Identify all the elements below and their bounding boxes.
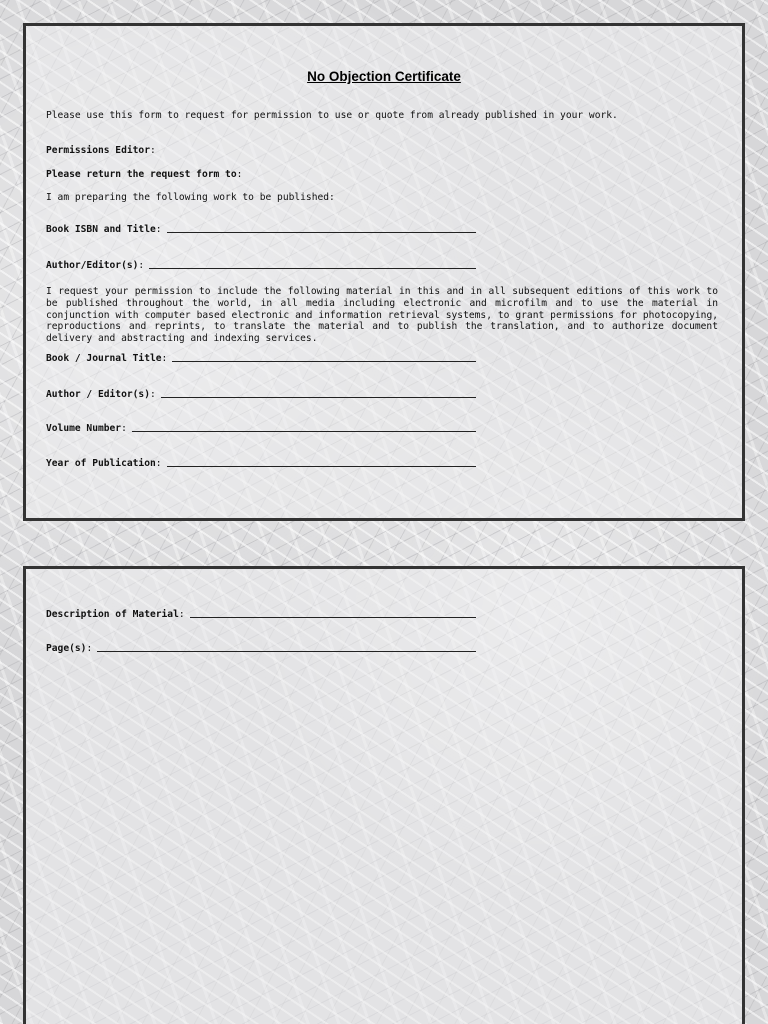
preparing-text: I am preparing the following work to be published: <box>46 192 335 203</box>
author-editor-label: Author/Editor(s) <box>46 260 139 271</box>
book-journal-title-label: Book / Journal Title <box>46 353 162 364</box>
colon: : <box>138 260 145 271</box>
author-editor-field[interactable] <box>46 260 476 271</box>
description-of-material-field[interactable] <box>46 609 476 620</box>
permissions-editor-line <box>46 145 156 156</box>
book-journal-title-field[interactable] <box>46 353 476 364</box>
colon: : <box>155 458 162 469</box>
colon: : <box>236 169 243 180</box>
description-of-material-label: Description of Material <box>46 609 179 620</box>
author-editors-input-line[interactable] <box>161 396 476 398</box>
colon: : <box>178 609 185 620</box>
book-isbn-title-label: Book ISBN and Title <box>46 224 156 235</box>
intro-text: Please use this form to request for permission to use or quote from already published in your work. <box>46 110 618 121</box>
colon: : <box>86 643 93 654</box>
return-to-label: Please return the request form to <box>46 169 237 180</box>
permission-request-paragraph: I request your permission to include the following material in this and in all subsequent editions of this work to be published throughout the world, in all media including electronic and microfilm and to use the material in conjunction with computer based electronic and information retrieval systems, to grant permissions for photocopying, reproductions and reprints, to translate the material and to publish the translation, and to authorize document delivery and abstracting and indexing services. <box>46 286 718 345</box>
author-editors-label: Author / Editor(s) <box>46 389 150 400</box>
pages-input-line[interactable] <box>97 650 476 652</box>
return-to-line <box>46 169 242 180</box>
book-isbn-title-field[interactable] <box>46 224 476 235</box>
year-of-publication-label: Year of Publication <box>46 458 156 469</box>
colon: : <box>161 353 168 364</box>
permissions-editor-label: Permissions Editor <box>46 145 150 156</box>
colon: : <box>155 224 162 235</box>
colon: : <box>121 423 127 434</box>
book-isbn-title-input-line[interactable] <box>167 231 476 233</box>
pages-label: Page(s) <box>46 643 87 654</box>
description-of-material-input-line[interactable] <box>190 616 476 618</box>
year-of-publication-field[interactable] <box>46 458 476 469</box>
colon: : <box>149 145 156 156</box>
year-of-publication-input-line[interactable] <box>167 465 476 467</box>
volume-number-input-line[interactable] <box>132 430 476 432</box>
document-page-2 <box>23 566 745 1024</box>
volume-number-label: Volume Number <box>46 423 122 434</box>
author-editors-field[interactable] <box>46 389 476 400</box>
book-journal-title-input-line[interactable] <box>172 360 476 362</box>
volume-number-field[interactable] <box>46 423 476 434</box>
document-page-1 <box>23 23 745 521</box>
author-editor-input-line[interactable] <box>149 267 476 269</box>
colon: : <box>149 389 156 400</box>
pages-field[interactable] <box>46 643 476 654</box>
page-title: No Objection Certificate <box>307 69 461 84</box>
